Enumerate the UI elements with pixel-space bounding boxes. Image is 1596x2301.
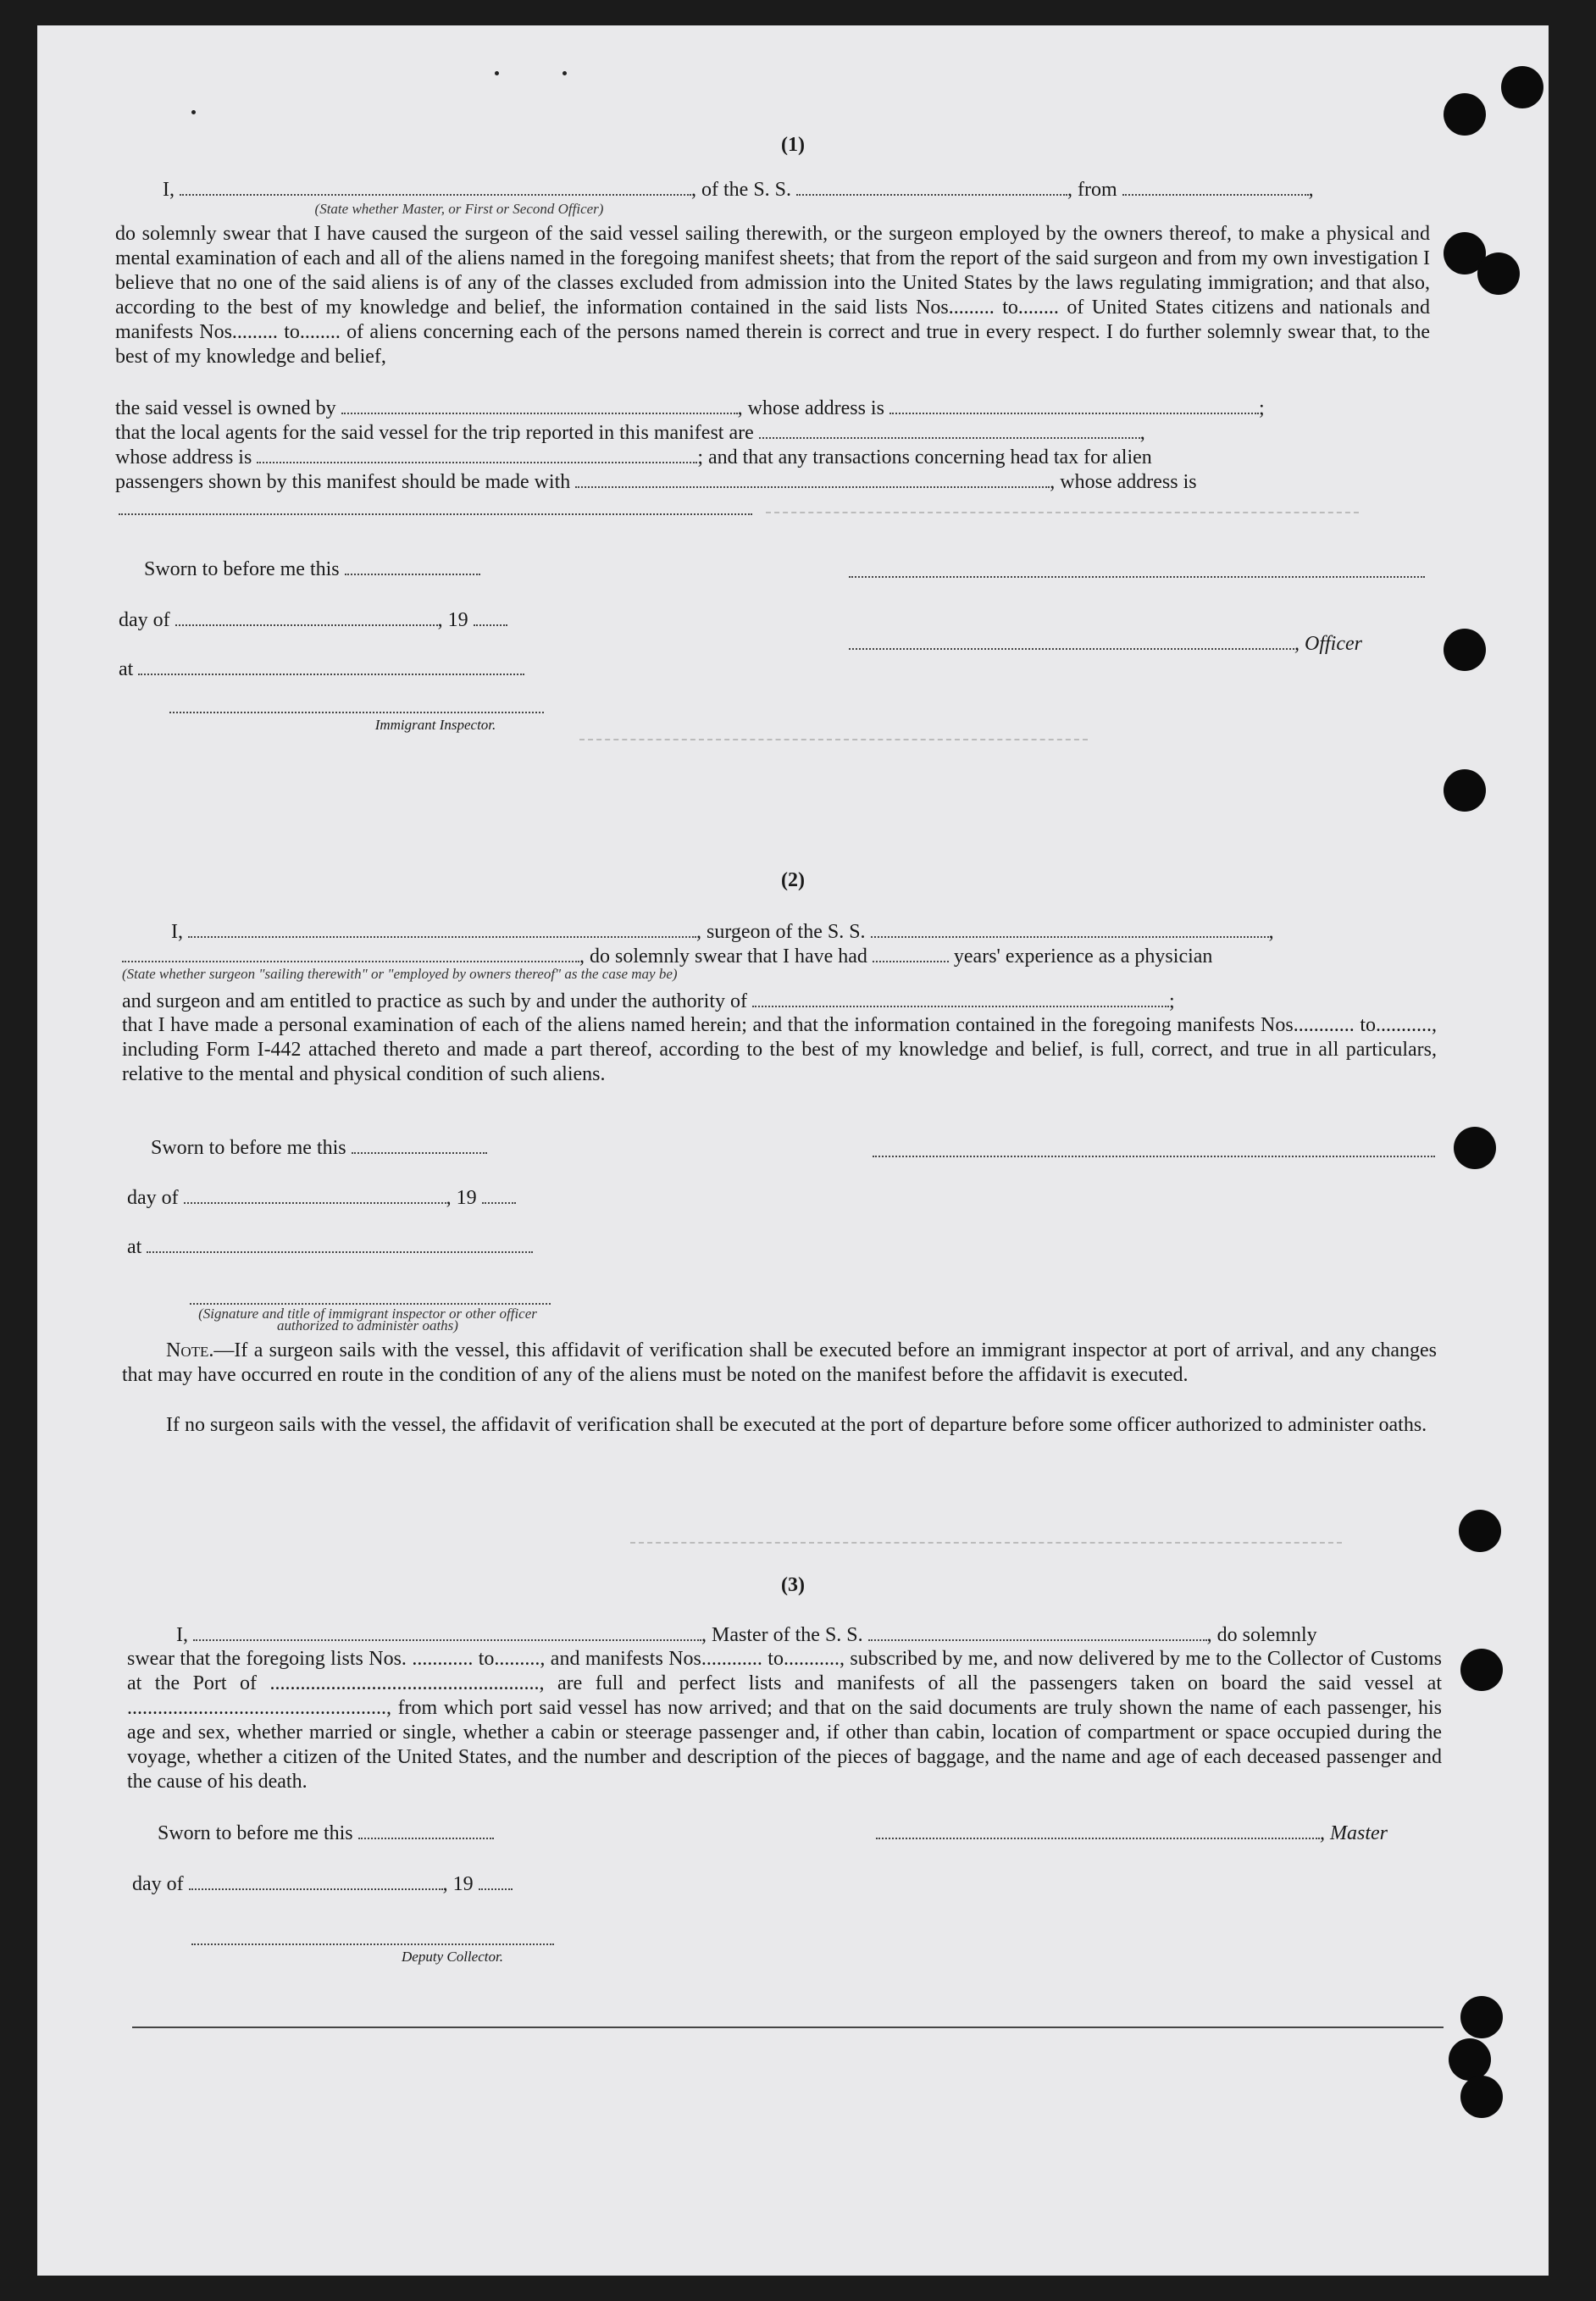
year-field[interactable] xyxy=(479,1873,513,1890)
section-2-number: (2) xyxy=(781,869,805,891)
sworn-line-2 xyxy=(151,1136,487,1160)
bottom-rule xyxy=(132,2027,1444,2028)
officer-label: , Officer xyxy=(1294,633,1362,655)
surgeon-name-field[interactable] xyxy=(188,921,696,938)
section-2-line-2 xyxy=(122,945,1212,968)
section-2-body: that I have made a personal examination of each of the aliens named herein; and that the information contained in the foregoing manifests Nos............ to..........., including Form I-442 attached thereto and made a part thereof, according to the best of my knowledge and belief, is full, correct, and true in all particulars, relative to the mental and physical condition of such aliens. xyxy=(122,1014,1437,1085)
address-continuation-field[interactable] xyxy=(119,513,752,515)
speck-mark xyxy=(495,71,499,75)
year-label: , 19 xyxy=(442,1873,474,1895)
at-label: at xyxy=(119,658,134,680)
passengers-line xyxy=(115,470,1197,494)
agents-address-line xyxy=(115,446,1152,469)
sworn-label: Sworn to before me this xyxy=(144,558,340,580)
sworn-day-field[interactable] xyxy=(345,558,480,575)
master-signature-field[interactable] xyxy=(876,1822,1320,1839)
master-vessel-field[interactable] xyxy=(868,1624,1207,1641)
agents-address-field[interactable] xyxy=(257,446,697,463)
punch-hole xyxy=(1449,2038,1491,2081)
inspector-signature-field[interactable] xyxy=(169,712,544,713)
years-label: years' experience as a physician xyxy=(953,945,1213,968)
master-line xyxy=(876,1821,1388,1845)
section-1-number: (1) xyxy=(781,134,805,156)
year-label: , 19 xyxy=(446,1187,477,1209)
year-field[interactable] xyxy=(482,1187,516,1204)
section-3-number: (3) xyxy=(781,1574,805,1596)
document-page xyxy=(37,25,1549,2276)
head-tax-label: ; and that any transactions concerning head tax for alien xyxy=(697,446,1152,469)
sworn-label: Sworn to before me this xyxy=(158,1822,353,1844)
officer-line xyxy=(849,632,1362,656)
sworn-line-1 xyxy=(144,557,480,581)
owned-by-label: the said vessel is owned by xyxy=(115,397,336,419)
master-label: , Master xyxy=(1320,1822,1388,1844)
i-label: I, xyxy=(176,1624,188,1646)
punch-hole xyxy=(1460,1649,1503,1691)
faint-line xyxy=(630,1542,1342,1544)
speck-mark xyxy=(562,71,567,75)
surgeon-signature-field[interactable] xyxy=(873,1156,1435,1157)
of-ss-label: , of the S. S. xyxy=(691,179,792,201)
note-2: If no surgeon sails with the vessel, the affidavit of verification shall be executed at the port of departure before some officer authorized to administer oaths. xyxy=(166,1414,1427,1436)
inspector-signature-field-2[interactable] xyxy=(190,1303,551,1305)
owner-address-field[interactable] xyxy=(889,397,1259,414)
deputy-signature-field[interactable] xyxy=(191,1943,554,1945)
day-of-line-3 xyxy=(132,1872,513,1896)
month-field[interactable] xyxy=(189,1873,443,1890)
from-label: , from xyxy=(1067,179,1117,201)
day-of-line-2 xyxy=(127,1186,516,1210)
i-label: I, xyxy=(171,921,183,943)
signature-caption: (Signature and title of immigrant inspector or other officer authorized to administer oaths) xyxy=(198,1306,537,1333)
head-tax-party-field[interactable] xyxy=(575,471,1050,488)
officer-name-field[interactable] xyxy=(180,179,691,196)
officer-rank-caption: (State whether Master, or First or Second Officer) xyxy=(314,201,604,217)
faint-line xyxy=(766,512,1359,513)
speck-mark xyxy=(191,110,196,114)
day-of-label: day of xyxy=(132,1873,184,1895)
surgeon-vessel-field[interactable] xyxy=(871,921,1269,938)
punch-hole xyxy=(1501,66,1543,108)
month-field[interactable] xyxy=(184,1187,446,1204)
at-label: at xyxy=(127,1236,142,1258)
sworn-label: Sworn to before me this xyxy=(151,1137,346,1159)
punch-hole xyxy=(1459,1510,1501,1552)
punch-hole xyxy=(1460,1996,1503,2038)
sworn-day-field[interactable] xyxy=(352,1137,487,1154)
whose-address-label-2: whose address is xyxy=(115,446,252,469)
section-3-line-1 xyxy=(176,1623,1317,1647)
local-agents-field[interactable] xyxy=(759,422,1140,439)
officer-title-field[interactable] xyxy=(849,633,1294,650)
year-label: , 19 xyxy=(437,609,468,631)
owner-field[interactable] xyxy=(341,397,738,414)
owned-by-line: the said vessel is owned by , whose address is ; xyxy=(115,397,1265,419)
day-of-label: day of xyxy=(119,609,170,631)
do-solemnly-label: , do solemnly xyxy=(1206,1624,1317,1646)
punch-hole xyxy=(1444,629,1486,671)
at-line-1 xyxy=(119,657,524,681)
month-field[interactable] xyxy=(175,609,438,626)
punch-hole xyxy=(1444,769,1486,812)
section-2-line-1: I, , surgeon of the S. S. , xyxy=(171,921,1274,943)
note-label: Note. xyxy=(166,1339,214,1361)
i-label: I, xyxy=(163,179,175,201)
authority-line: and surgeon and am entitled to practice as such by and under the authority of ; xyxy=(122,990,1175,1012)
note-1-text: —If a surgeon sails with the vessel, this affidavit of verification shall be executed before an immigrant inspector at port of arrival, and any changes that may have occurred en route in the condition of any of the aliens must be noted on the manifest before the affidavit is executed. xyxy=(122,1339,1437,1386)
punch-hole xyxy=(1454,1127,1496,1169)
master-name-field[interactable] xyxy=(193,1624,701,1641)
deputy-caption: Deputy Collector. xyxy=(402,1949,503,1965)
local-agents-label: that the local agents for the said vessel for the trip reported in this manifest are xyxy=(115,422,754,444)
swear-label: , do solemnly swear that I have had xyxy=(579,945,867,968)
officer-signature-field[interactable] xyxy=(849,576,1425,578)
surgeon-ss-label: , surgeon of the S. S. xyxy=(696,921,866,943)
surgeon-status-field[interactable] xyxy=(122,945,579,962)
year-field[interactable] xyxy=(474,609,507,626)
years-field[interactable] xyxy=(873,945,949,962)
sworn-line-3 xyxy=(158,1821,494,1845)
surgeon-status-caption: (State whether surgeon "sailing therewith" or "employed by owners thereof" as the case may be) xyxy=(122,966,678,982)
whose-address-label-3: , whose address is xyxy=(1050,471,1197,493)
at-place-field[interactable] xyxy=(138,658,524,675)
authority-label: and surgeon and am entitled to practice as such by and under the authority of xyxy=(122,990,747,1012)
at-line-2 xyxy=(127,1235,533,1259)
section-1-body: do solemnly swear that I have caused the surgeon of the said vessel sailing therewith, or the surgeon employed by the owners thereof, to make a physical and mental examination of each and all of the aliens named in the foregoing manifest sheets; that from the report of the said surgeon and from my own investigation I believe that no one of the said aliens is of any of the classes excluded from admission into the United States by the laws regulating immigration; and that also, according to the best of my knowledge and belief, the information contained in the said lists Nos......... to........ of United States citizens and nationals and manifests Nos......... to........ of aliens concerning each of the persons named therein is correct and true in every respect. I do further solemnly swear that, to the best of my knowledge and belief, xyxy=(115,223,1430,368)
passengers-label: passengers shown by this manifest should be made with xyxy=(115,471,571,493)
punch-hole xyxy=(1477,252,1520,295)
authority-field[interactable] xyxy=(752,990,1169,1007)
master-ss-label: , Master of the S. S. xyxy=(701,1624,863,1646)
day-of-label: day of xyxy=(127,1187,179,1209)
from-port-field[interactable] xyxy=(1122,179,1309,196)
inspector-caption: Immigrant Inspector. xyxy=(374,717,496,733)
at-place-field[interactable] xyxy=(147,1236,533,1253)
section-3-body: swear that the foregoing lists Nos. ............ to........., and manifests Nos............ to..........., subscribed by me, and now delivered by me to the Collector of Customs at the Port of ....................................................., are full and perfect lists and manifests of all the passengers taken on board the said vessel at ..................................................., from which port said vessel has now arrived; and that on the said documents are truly shown the name of each passenger, his age and sex, whether married or single, whether a cabin or steerage passenger and, if other than cabin, location of compartment or space occupied during the voyage, whether a citizen of the United States, and the number and description of the pieces of baggage, and the name and age of each deceased passenger and the cause of his death. xyxy=(127,1648,1442,1793)
note-1 xyxy=(122,1339,1437,1388)
vessel-name-field[interactable] xyxy=(796,179,1067,196)
section-1-line-1: I, , of the S. S. , from , xyxy=(163,179,1314,201)
punch-hole xyxy=(1444,93,1486,136)
local-agents-line: that the local agents for the said vessel for the trip reported in this manifest are , xyxy=(115,422,1145,444)
sworn-day-field[interactable] xyxy=(358,1822,494,1839)
punch-hole xyxy=(1460,2076,1503,2118)
day-of-line-1 xyxy=(119,608,507,632)
faint-line xyxy=(579,739,1088,740)
whose-address-label: , whose address is xyxy=(737,397,884,419)
